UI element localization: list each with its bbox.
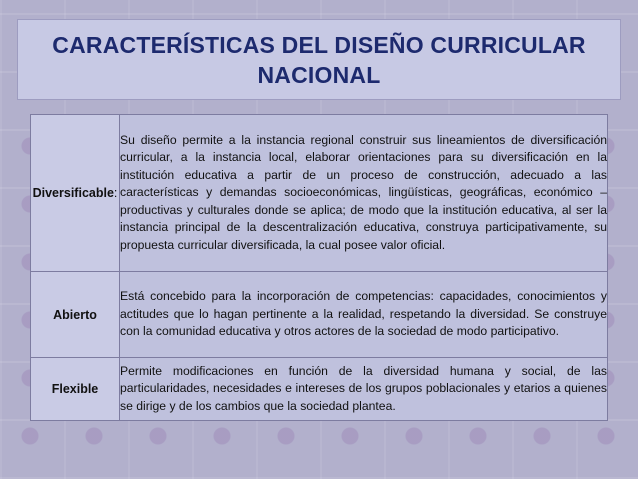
table-row [31, 272, 608, 358]
characteristics-table [30, 114, 608, 421]
row-description: Permite modificaciones en función de la diversidad humana y social, de las particularidades, necesidades e intereses de los grupos poblacionales y etarios a quienes se dirige y de los cambios que la sociedad plantea. [120, 358, 608, 421]
row-label: Diversificable [32, 186, 114, 200]
row-label-cell [31, 358, 120, 421]
row-label: Abierto [53, 307, 97, 322]
row-label-cell [31, 272, 120, 358]
slide-title: CARACTERÍSTICAS DEL DISEÑO CURRICULAR NACIONAL [52, 31, 586, 88]
title-box [17, 19, 621, 100]
row-label-cell [31, 115, 120, 272]
table-row [31, 115, 608, 272]
table-row [31, 358, 608, 421]
row-label: Flexible [51, 382, 99, 396]
row-description: Su diseño permite a la instancia regional construir sus lineamientos de diversificación curricular, a la instancia local, elaborar orientaciones para su diversificación en la institución educativa a partir de un proceso de construcción, adecuado a las características y demandas socioeconómicas, lingüísticas, geográficas, económico – productivas y culturales donde se aplica; de modo que la institución educativa, al ser la instancia principal de la descentralización educativa, construya participativamente, su propuesta curricular diversificada, la cual posee valor oficial. [120, 115, 608, 272]
row-label-colon: : [113, 186, 118, 200]
row-description: Está concebido para la incorporación de competencias: capacidades, conocimientos y actitudes que lo hagan pertinente a la realidad, respetando la diversidad. Se construye con la comunidad educativa y otros actores de la sociedad de modo participativo. [120, 272, 608, 358]
